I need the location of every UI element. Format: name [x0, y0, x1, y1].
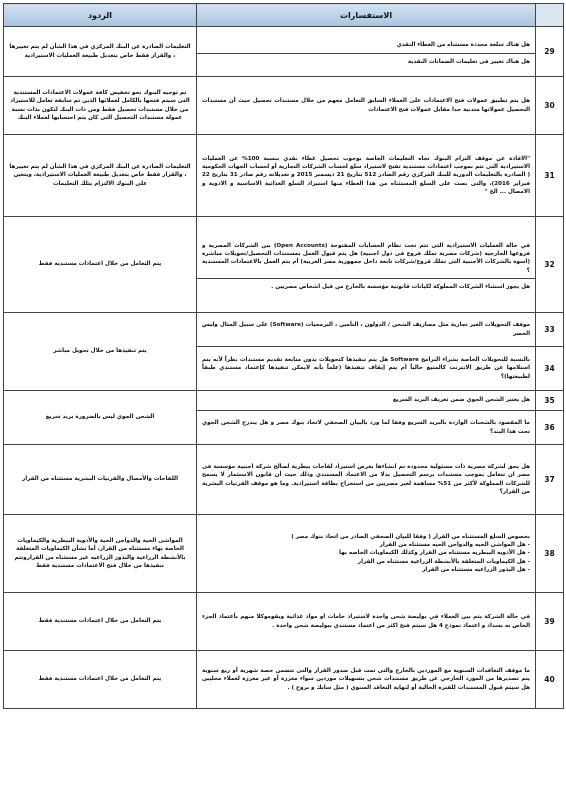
question-text: بالنسبة للتحويلات الخاصة بشراء البرامج Software هل يتم تنفيذها كتحويلات بدون متابعة تقديم مستندات نظراً لأنه يتم استلامها عن طريق الانترنت كالمتبع حالياً أم يتم إيقاف تنفيذها (علماً بأنه لايمكن تنفيذها كإعتماد مستندي طبقاً لطبيعتها)؟ — [202, 356, 530, 380]
question-text: في حالة الشركة يتم بين العملاء في بوليصة شحن واحدة لاستيراد خامات او مواد غذائية ويقوموكلا منهم بأعتماد الجزء الخاص به بسداد و اعتماد نموذج 4 هل سيتم فتح اكثر من اعتماد مستندي ببوليصة شحن واحدة . — [202, 614, 530, 629]
table-header-row — [4, 4, 564, 27]
question-text: هل هناك سلعة محددة مستثناه من الغطاء النقدي — [396, 42, 530, 49]
faq-table — [3, 3, 564, 709]
table-row — [4, 313, 564, 347]
row-number: 32 — [536, 217, 564, 313]
row-number: 34 — [536, 347, 564, 391]
answer-cell: اللقاحات والأمصال والقرنيات البشرية مستثناه من القرار — [4, 445, 197, 515]
question-text: ما موقف التعاقدات السنوية مع الموردين بالخارج والتى تمت قبل صدور القرار والتى تتضمن حصة شهرية أو ربع سنوية يتم تصديرها من المورد الخارجي عن طريق مستندات شحن بتسهيلات موردين سواء معززة أو غير معززة لعملاء محليين هل سيتم قبول المستندات للفترة الحالية أو لنهاية التعاقد السنوي ( مثل سابك و بروج ) . — [202, 667, 530, 691]
header-questions: الاستفسارات — [197, 4, 536, 27]
table-row — [4, 391, 564, 411]
table-row — [4, 77, 564, 135]
row-number: 39 — [536, 593, 564, 651]
row-number: 35 — [536, 391, 564, 411]
question-cell — [197, 135, 536, 217]
list-item: - هل الأدويه البيطريه مستثناه من القرار وكذلك الكيماويات الخاصه بها — [339, 550, 530, 557]
question-cell — [197, 651, 536, 709]
question-text: موقف التحويلات الغير تجارية مثل مصاريف الشحن / الدولون ، التأمين ، البرمجيات (Software) على سبيل المثال وليس الحصر — [202, 322, 530, 337]
table-row — [4, 217, 564, 313]
page — [3, 3, 563, 797]
question-cell — [197, 27, 536, 77]
question-cell — [197, 217, 536, 313]
row-number: 36 — [536, 411, 564, 445]
question-text: هل يعتبر الشحن الجوي ضمن تعريف البريد السريع — [392, 397, 530, 404]
question-text: هل يحق لشركة مصرية ذات مسئولية محدودة تم انشاءها بغرض استيراد لقاحات بيطرية لصالح شركة اجنبية مؤسسة فى مصر ان تتعامل بموجب مستندات برسم التحصيل بدلا من الاعتماد المستندي وذلك حيث أن قانون الاستثمار لا يسمح للشركات المملوكة لأكثر من 51% مساهمة لغير مصريين من استخراج بطاقة استيرادية. وما هو موقف القرنيات البشرية من القرار؟ — [202, 463, 530, 495]
answer-cell: يتم تنفيذها من خلال تحويل مباشر — [4, 313, 197, 391]
question-text: هل هناك تغيير فى تعليمات الضمانات النقدية — [197, 53, 535, 66]
table-row — [4, 593, 564, 651]
question-cell — [197, 445, 536, 515]
answer-cell: يتم التعامل من خلال اعتمادات مستندية فقط — [4, 651, 197, 709]
question-cell — [197, 515, 536, 593]
list-item: - هل الكيماويات المتعلقة بالأنشطة الزراعية مستثناه من القرار — [357, 558, 530, 565]
list-item: - هل المواشي الحيه والدواجن الحيه مستثناه من القرار — [379, 541, 530, 548]
answer-cell: تم توجيه البنوك نحو تخفيض كافة عمولات الاعتمادات المستندية التى سيتم فتحها بالكامل لعملائها الذين تم سابقة تعامل للاستيراد من خلال مستندات تحصيل فقط ومن ذات البنك لتكون بذات نسبة عمولة مستندات التحصيل التى كان يتم احتسابها لعملاء البنك — [4, 77, 197, 135]
question-text: هل يتم تطبيق عمولات فتح الاعتمادات على العملاء السابق التعامل معهم من خلال مستندات تحصيل حيث أن مستندات التحصيل عمولاتها متدنية جدا مقابل عمولات فتح الاعتمادات — [202, 98, 530, 113]
header-answers: الردود — [4, 4, 197, 27]
question-cell — [197, 347, 536, 391]
table-row — [4, 27, 564, 77]
row-number: 38 — [536, 515, 564, 593]
question-cell — [197, 391, 536, 411]
answer-cell: الشحن الجوي ليس بالضرورة بريد سريع — [4, 391, 197, 445]
answer-cell: يتم التعامل من خلال اعتمادات مستندية فقط — [4, 217, 197, 313]
table-row — [4, 135, 564, 217]
question-cell — [197, 593, 536, 651]
row-number: 30 — [536, 77, 564, 135]
header-num — [536, 4, 564, 27]
question-text: بخصوص السلع المستثناه من القرار ( وفقا للبيان الصحفي الصادر من اتحاد بنوك مصر ) — [291, 533, 530, 540]
row-number: 37 — [536, 445, 564, 515]
question-text: ما المقصود بالشحنات الواردة بالبريد السريع وفقا لما ورد بالبيان الصحفي لاتحاد بنوك مصر و هل يندرج الشحن الجوي تحت هذا البند؟ — [202, 420, 530, 435]
question-text: في حالة العمليات الاستيرادية التى تتم تحت نظام الحسابات المفتوحة (Open Accounts) بين الشركات المصرية و فروعها الخارجية (شركات مصرية تملك فروع فى دول اجنبية) هل يتم قبول العمل بمستندات التحصيل/تحويلات مباشرة (اسوة بالشركات الأجنبية التى تملك فروع/شركات تابعة داخل جمهورية مصر العربية) أم يتم العمل بالاعتمادات المستندية ؟ — [202, 242, 530, 274]
question-cell — [197, 313, 536, 347]
row-number: 29 — [536, 27, 564, 77]
question-text: هل يجوز استثناء الشركات المملوكة لكيانات قانونية مؤسسة بالخارج من قبل اشخاص مصريين . — [197, 278, 535, 291]
answer-cell: المواشى الحية والدواجن الحية والأدوية البيطرية والكيماويات الخاصة بهاء مستثناه من القرار، أما بشأن الكيماويات المتعلقة بالأنشطة الزراعية والبذور الزراعيه غير مستثناه من القراروتتم تنفيذها من خلال فتح الاعتمادات مستندية فقط — [4, 515, 197, 593]
answer-cell: التعليمات الصادرة عن البنك المركزي في هذا الشأن لم يتم تغييرها ، والقرار فقط خاص بتعديل طبيعة العمليات الاستيرادية، ويتعين على البنوك الالتزام بتلك التعليمات — [4, 135, 197, 217]
table-row — [4, 651, 564, 709]
question-text: "الافادة عن موقف التزام البنوك تجاه التعليمات الخاصة بوجوب تحصيل غطاء نقدي بنسبة 100% عن العمليات الاستيرادية التى تتم بموجب اعتمادات مستندية تفتح لاستيراد سلع لحساب الشركات التجارية أو لحساب الجهات الحكومية ( الصادرة بالتعليمات الدورية للبنك المركزي رقم الصادر 512 بتاريخ 21 ديسمبر 2015 و تعديلاته رقم صادر 31 بتاريخ 22 فبراير 2016)، والتى نصت على السلع المستثناه من هذا الغطاء منها استيراد السلع الغذائية الاساسية و الادوية و الامصال ... الخ " — [202, 155, 531, 196]
row-number: 31 — [536, 135, 564, 217]
question-cell — [197, 77, 536, 135]
row-number: 33 — [536, 313, 564, 347]
answer-cell: يتم التعامل من خلال اعتمادات مستندية فقط — [4, 593, 197, 651]
question-cell — [197, 411, 536, 445]
table-row — [4, 515, 564, 593]
table-row — [4, 445, 564, 515]
answer-cell: التعليمات الصادرة عن البنك المركزي في هذا الشأن لم يتم تغييرها ، والقرار فقط خاص بتعديل طبيعة العمليات الاستيرادية — [4, 27, 197, 77]
list-item: - هل البذور الزراعيه مستثناه من القرار — [422, 567, 530, 574]
row-number: 40 — [536, 651, 564, 709]
